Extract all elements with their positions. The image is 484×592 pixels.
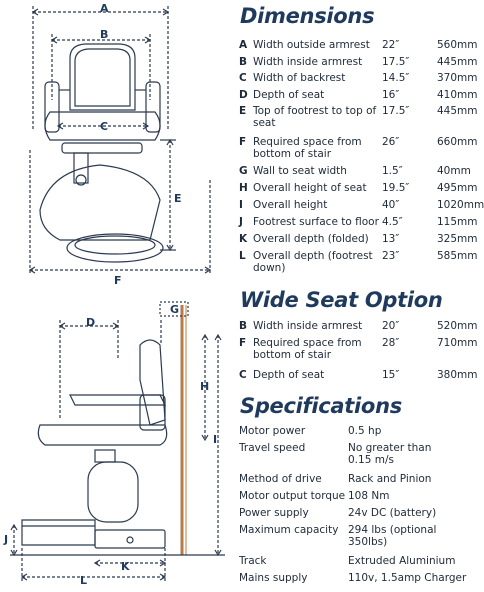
row-metric: 325mm [437, 233, 478, 245]
row-label: Width inside armrest [253, 56, 363, 68]
row-key: C [239, 369, 247, 381]
row-metric: 520mm [437, 320, 478, 332]
row-metric: 380mm [437, 369, 478, 381]
row-key: D [239, 89, 248, 101]
row-label: Depth of seat [253, 369, 325, 381]
dimension-label-g: G [170, 303, 180, 316]
row-label: Width outside armrest [253, 39, 370, 51]
spec-value: No greater than 0.15 m/s [348, 442, 432, 466]
row-imperial: 22″ [382, 39, 400, 51]
row-label: Required space from bottom of stair [253, 337, 362, 361]
spec-value: Extruded Aluminium [348, 555, 456, 567]
spec-label: Method of drive [239, 473, 322, 485]
row-metric: 495mm [437, 182, 478, 194]
spec-value: 108 Nm [348, 490, 390, 502]
row-imperial: 4.5″ [382, 216, 403, 228]
dimension-label-j: J [4, 533, 9, 546]
dimension-label-d: D [86, 316, 96, 329]
dimension-label-h: H [200, 380, 210, 393]
row-label: Top of footrest to top of seat [253, 105, 377, 129]
row-metric: 710mm [437, 337, 478, 349]
row-label: Width inside armrest [253, 320, 363, 332]
row-imperial: 17.5″ [382, 56, 410, 68]
row-label: Footrest surface to floor [253, 216, 379, 228]
row-imperial: 14.5″ [382, 72, 410, 84]
row-metric: 445mm [437, 56, 478, 68]
row-imperial: 19.5″ [382, 182, 410, 194]
row-key: I [239, 199, 243, 211]
row-key: L [239, 250, 246, 262]
row-label: Wall to seat width [253, 165, 347, 177]
dimension-label-c: C [100, 120, 109, 133]
dimension-label-b: B [100, 28, 109, 41]
row-metric: 1020mm [437, 199, 484, 211]
spec-label: Motor output torque [239, 490, 346, 502]
dimension-label-e: E [174, 192, 182, 205]
dimension-label-l: L [80, 574, 88, 587]
row-key: A [239, 39, 248, 51]
row-imperial: 15″ [382, 369, 400, 381]
spec-label: Track [239, 555, 267, 567]
row-imperial: 16″ [382, 89, 400, 101]
dimension-label-k: K [121, 560, 130, 573]
row-key: E [239, 105, 247, 117]
row-imperial: 28″ [382, 337, 400, 349]
row-label: Width of backrest [253, 72, 346, 84]
row-key: K [239, 233, 248, 245]
dimension-label-i: I [213, 433, 218, 446]
row-label: Overall height of seat [253, 182, 367, 194]
side-view-drawing [0, 0, 230, 592]
spec-label: Mains supply [239, 572, 308, 584]
row-metric: 40mm [437, 165, 471, 177]
row-metric: 560mm [437, 39, 478, 51]
row-key: G [239, 165, 248, 177]
row-imperial: 26″ [382, 136, 400, 148]
row-label: Overall height [253, 199, 328, 211]
row-label: Overall depth (footrest down) [253, 250, 373, 274]
row-key: B [239, 320, 248, 332]
row-metric: 115mm [437, 216, 478, 228]
row-key: B [239, 56, 248, 68]
row-key: H [239, 182, 248, 194]
row-metric: 370mm [437, 72, 478, 84]
spec-value: 0.5 hp [348, 425, 382, 437]
row-imperial: 13″ [382, 233, 400, 245]
row-key: F [239, 136, 247, 148]
spec-label: Motor power [239, 425, 306, 437]
spec-value: 294 lbs (optional 350lbs) [348, 524, 437, 548]
row-key: C [239, 72, 247, 84]
row-imperial: 23″ [382, 250, 400, 262]
row-label: Depth of seat [253, 89, 325, 101]
wide-seat-heading: Wide Seat Option [240, 288, 443, 312]
spec-value: 110v, 1.5amp Charger [348, 572, 467, 584]
dimensions-heading: Dimensions [240, 4, 375, 28]
row-label: Required space from bottom of stair [253, 136, 362, 160]
row-imperial: 20″ [382, 320, 400, 332]
row-metric: 585mm [437, 250, 478, 262]
row-metric: 410mm [437, 89, 478, 101]
row-metric: 445mm [437, 105, 478, 117]
dimension-label-f: F [114, 274, 122, 287]
row-imperial: 1.5″ [382, 165, 403, 177]
row-imperial: 17.5″ [382, 105, 410, 117]
row-key: J [239, 216, 243, 228]
spec-label: Maximum capacity [239, 524, 339, 536]
row-metric: 660mm [437, 136, 478, 148]
row-imperial: 40″ [382, 199, 400, 211]
dimension-label-a: A [100, 2, 109, 15]
spec-label: Travel speed [239, 442, 306, 454]
spec-value: Rack and Pinion [348, 473, 432, 485]
spec-label: Power supply [239, 507, 309, 519]
row-label: Overall depth (folded) [253, 233, 369, 245]
specifications-heading: Specifications [240, 394, 402, 418]
row-key: F [239, 337, 247, 349]
spec-value: 24v DC (battery) [348, 507, 437, 519]
